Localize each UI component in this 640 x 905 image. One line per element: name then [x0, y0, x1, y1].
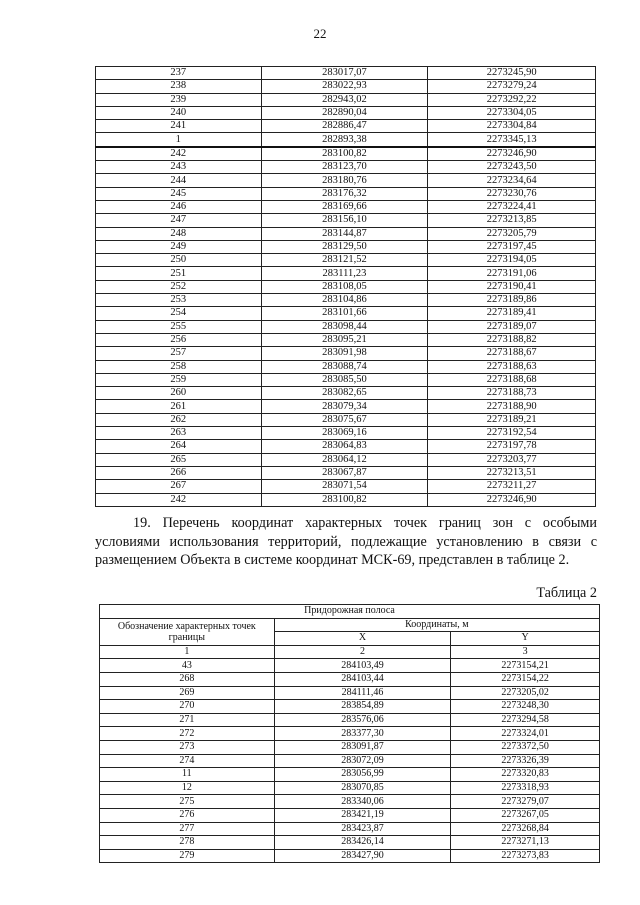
table-2-caption: Таблица 2	[536, 585, 597, 601]
y-coordinate-cell: 2273292,22	[428, 93, 596, 106]
table-row	[100, 808, 600, 822]
y-coordinate-cell: 2273189,41	[428, 307, 596, 320]
point-number-cell: 279	[100, 849, 275, 863]
x-coordinate-cell: 283169,66	[261, 200, 428, 213]
y-coordinate-cell: 2273192,54	[428, 427, 596, 440]
table-row	[100, 768, 600, 782]
table-row	[96, 147, 596, 161]
x-coordinate-cell: 283091,87	[274, 740, 451, 754]
table-row	[100, 700, 600, 714]
x-coordinate-cell: 283088,74	[261, 360, 428, 373]
x-coordinate-cell: 283075,67	[261, 413, 428, 426]
y-coordinate-cell: 2273189,21	[428, 413, 596, 426]
column-number: 2	[274, 645, 451, 659]
y-coordinate-cell: 2273188,90	[428, 400, 596, 413]
x-coordinate-cell: 284103,44	[274, 672, 451, 686]
point-number-cell: 269	[100, 686, 275, 700]
table-row	[96, 466, 596, 479]
y-coordinate-cell: 2273189,86	[428, 294, 596, 307]
y-coordinate-cell: 2273188,63	[428, 360, 596, 373]
column-number: 3	[451, 645, 600, 659]
table-row	[96, 200, 596, 213]
point-number-cell: 242	[96, 493, 262, 506]
point-number-cell: 243	[96, 161, 262, 174]
x-coordinate-cell: 283176,32	[261, 187, 428, 200]
x-coordinate-cell: 283108,05	[261, 280, 428, 293]
point-number-cell: 274	[100, 754, 275, 768]
x-coordinate-cell: 283071,54	[261, 480, 428, 493]
x-coordinate-cell: 282890,04	[261, 106, 428, 119]
y-coordinate-cell: 2273188,67	[428, 347, 596, 360]
y-coordinate-cell: 2273243,50	[428, 161, 596, 174]
coordinates-header: Координаты, м	[274, 618, 599, 632]
y-coordinate-cell: 2273245,90	[428, 67, 596, 80]
table-row	[100, 781, 600, 795]
roadside-strip-coordinates-table	[99, 604, 600, 863]
table-row	[100, 836, 600, 850]
y-coordinate-cell: 2273211,27	[428, 480, 596, 493]
table-row	[96, 120, 596, 133]
y-coordinate-cell: 2273188,82	[428, 333, 596, 346]
point-number-cell: 270	[100, 700, 275, 714]
table-row	[100, 795, 600, 809]
x-coordinate-cell: 282943,02	[261, 93, 428, 106]
y-coordinate-cell: 2273246,90	[428, 147, 596, 161]
section-number: 19.	[133, 515, 151, 531]
coordinates-table-continued	[95, 66, 596, 507]
table-row	[100, 727, 600, 741]
x-coordinate-cell: 283022,93	[261, 80, 428, 93]
point-number-cell: 253	[96, 294, 262, 307]
page-number: 22	[313, 26, 327, 41]
table-row	[96, 427, 596, 440]
x-coordinate-cell: 283064,12	[261, 453, 428, 466]
x-coordinate-cell: 283100,82	[261, 147, 428, 161]
x-coordinate-cell: 283082,65	[261, 387, 428, 400]
point-number-cell: 264	[96, 440, 262, 453]
point-number-cell: 262	[96, 413, 262, 426]
point-number-cell: 260	[96, 387, 262, 400]
table-row	[96, 254, 596, 267]
table-row	[96, 227, 596, 240]
point-number-cell: 11	[100, 768, 275, 782]
point-number-cell: 238	[96, 80, 262, 93]
x-coordinate-cell: 283377,30	[274, 727, 451, 741]
x-coordinate-cell: 283079,34	[261, 400, 428, 413]
point-designation-header: Обозначение характерных точек границы	[100, 618, 275, 645]
point-number-cell: 259	[96, 373, 262, 386]
y-coordinate-cell: 2273279,07	[451, 795, 600, 809]
y-coordinate-cell: 2273246,90	[428, 493, 596, 506]
x-coordinate-cell: 283091,98	[261, 347, 428, 360]
y-coordinate-cell: 2273188,68	[428, 373, 596, 386]
y-coordinate-cell: 2273304,05	[428, 106, 596, 119]
table-row	[96, 373, 596, 386]
y-coordinate-cell: 2273318,93	[451, 781, 600, 795]
table-row	[96, 333, 596, 346]
y-coordinate-cell: 2273267,05	[451, 808, 600, 822]
table-row	[96, 93, 596, 106]
point-number-cell: 12	[100, 781, 275, 795]
table-row	[96, 106, 596, 119]
table-row	[96, 133, 596, 147]
table-row	[96, 320, 596, 333]
point-number-cell: 272	[100, 727, 275, 741]
point-number-cell: 265	[96, 453, 262, 466]
x-coordinate-cell: 283095,21	[261, 333, 428, 346]
table-row	[96, 387, 596, 400]
x-coordinate-cell: 282886,47	[261, 120, 428, 133]
y-coordinate-cell: 2273345,13	[428, 133, 596, 147]
x-coordinate-cell: 283129,50	[261, 240, 428, 253]
point-number-cell: 258	[96, 360, 262, 373]
point-number-cell: 257	[96, 347, 262, 360]
section-text: Перечень координат характерных точек границ зон с особыми условиями использования территорий, подлежащие установлению в связи с размещением Объекта в системе координат МСК-69, представлен в таблице 2.	[95, 515, 598, 568]
y-coordinate-cell: 2273197,45	[428, 240, 596, 253]
point-number-cell: 252	[96, 280, 262, 293]
x-coordinate-cell: 283100,82	[261, 493, 428, 506]
table-row	[96, 413, 596, 426]
y-coordinate-cell: 2273320,83	[451, 768, 600, 782]
y-coordinate-cell: 2273154,21	[451, 659, 600, 673]
point-number-cell: 43	[100, 659, 275, 673]
table-row	[96, 360, 596, 373]
y-coordinate-cell: 2273294,58	[451, 713, 600, 727]
point-number-cell: 240	[96, 106, 262, 119]
table-row	[96, 214, 596, 227]
y-coordinate-cell: 2273203,77	[428, 453, 596, 466]
x-coordinate-cell: 283085,50	[261, 373, 428, 386]
y-coordinate-cell: 2273188,73	[428, 387, 596, 400]
table-row	[100, 849, 600, 863]
y-coordinate-cell: 2273372,50	[451, 740, 600, 754]
x-coordinate-cell: 283180,76	[261, 174, 428, 187]
point-number-cell: 263	[96, 427, 262, 440]
x-coordinate-cell: 283421,19	[274, 808, 451, 822]
x-coordinate-cell: 283064,83	[261, 440, 428, 453]
x-coordinate-cell: 283576,06	[274, 713, 451, 727]
x-coordinate-cell: 284111,46	[274, 686, 451, 700]
x-coordinate-cell: 283098,44	[261, 320, 428, 333]
x-coordinate-cell: 283123,70	[261, 161, 428, 174]
column-number: 1	[100, 645, 275, 659]
table-row	[96, 240, 596, 253]
roadside-strip-table-body	[100, 659, 600, 863]
y-coordinate-cell: 2273234,64	[428, 174, 596, 187]
coordinates-table-body	[96, 67, 596, 507]
x-coordinate-cell: 284103,49	[274, 659, 451, 673]
y-coordinate-cell: 2273324,01	[451, 727, 600, 741]
table-row	[96, 400, 596, 413]
table-row	[100, 672, 600, 686]
y-coordinate-cell: 2273304,84	[428, 120, 596, 133]
table-row	[100, 822, 600, 836]
table-row	[96, 174, 596, 187]
table-row	[96, 347, 596, 360]
table-row	[100, 713, 600, 727]
zone-title: Придорожная полоса	[100, 605, 600, 619]
y-coordinate-cell: 2273194,05	[428, 254, 596, 267]
point-number-cell: 254	[96, 307, 262, 320]
point-number-cell: 268	[100, 672, 275, 686]
x-coordinate-cell: 283426,14	[274, 836, 451, 850]
table-row	[96, 480, 596, 493]
point-number-cell: 278	[100, 836, 275, 850]
y-coordinate-cell: 2273189,07	[428, 320, 596, 333]
point-number-cell: 267	[96, 480, 262, 493]
point-number-cell: 273	[100, 740, 275, 754]
point-number-cell: 239	[96, 93, 262, 106]
point-number-cell: 244	[96, 174, 262, 187]
point-number-cell: 242	[96, 147, 262, 161]
table-row	[96, 453, 596, 466]
point-number-cell: 246	[96, 200, 262, 213]
point-number-cell: 251	[96, 267, 262, 280]
x-coordinate-cell: 283101,66	[261, 307, 428, 320]
point-number-cell: 256	[96, 333, 262, 346]
y-coordinate-cell: 2273230,76	[428, 187, 596, 200]
x-coordinate-cell: 283070,85	[274, 781, 451, 795]
x-coordinate-cell: 283427,90	[274, 849, 451, 863]
point-number-cell: 1	[96, 133, 262, 147]
x-coordinate-cell: 283056,99	[274, 768, 451, 782]
y-coordinate-cell: 2273273,83	[451, 849, 600, 863]
x-coordinate-cell: 283069,16	[261, 427, 428, 440]
point-number-cell: 249	[96, 240, 262, 253]
x-coordinate-cell: 283072,09	[274, 754, 451, 768]
x-coordinate-cell: 282893,38	[261, 133, 428, 147]
point-number-cell: 237	[96, 67, 262, 80]
x-coordinate-cell: 283067,87	[261, 466, 428, 479]
y-coordinate-cell: 2273190,41	[428, 280, 596, 293]
y-coordinate-cell: 2273197,78	[428, 440, 596, 453]
point-number-cell: 245	[96, 187, 262, 200]
point-number-cell: 248	[96, 227, 262, 240]
y-coordinate-cell: 2273213,85	[428, 214, 596, 227]
x-coordinate-cell: 283017,07	[261, 67, 428, 80]
table-row	[96, 493, 596, 506]
table-row	[100, 740, 600, 754]
table-row	[96, 440, 596, 453]
table-row	[96, 161, 596, 174]
point-number-cell: 271	[100, 713, 275, 727]
table-row	[100, 686, 600, 700]
y-coordinate-cell: 2273205,02	[451, 686, 600, 700]
point-number-cell: 250	[96, 254, 262, 267]
y-coordinate-cell: 2273154,22	[451, 672, 600, 686]
y-coordinate-cell: 2273205,79	[428, 227, 596, 240]
table-row	[96, 80, 596, 93]
x-coordinate-cell: 283340,06	[274, 795, 451, 809]
y-coordinate-cell: 2273271,13	[451, 836, 600, 850]
x-coordinate-cell: 283156,10	[261, 214, 428, 227]
table-row	[96, 67, 596, 80]
table-row	[96, 280, 596, 293]
y-coordinate-cell: 2273213,51	[428, 466, 596, 479]
x-coordinate-cell: 283423,87	[274, 822, 451, 836]
point-number-cell: 255	[96, 320, 262, 333]
y-coordinate-cell: 2273326,39	[451, 754, 600, 768]
y-header: Y	[451, 632, 600, 646]
y-coordinate-cell: 2273248,30	[451, 700, 600, 714]
point-number-cell: 276	[100, 808, 275, 822]
table-row	[100, 754, 600, 768]
table-row	[96, 294, 596, 307]
x-coordinate-cell: 283854,89	[274, 700, 451, 714]
x-header: X	[274, 632, 451, 646]
point-number-cell: 275	[100, 795, 275, 809]
point-number-cell: 241	[96, 120, 262, 133]
point-number-cell: 247	[96, 214, 262, 227]
x-coordinate-cell: 283121,52	[261, 254, 428, 267]
y-coordinate-cell: 2273224,41	[428, 200, 596, 213]
y-coordinate-cell: 2273191,06	[428, 267, 596, 280]
x-coordinate-cell: 283104,86	[261, 294, 428, 307]
x-coordinate-cell: 283111,23	[261, 267, 428, 280]
point-number-cell: 266	[96, 466, 262, 479]
table-row	[100, 659, 600, 673]
point-number-cell: 277	[100, 822, 275, 836]
table-row	[96, 307, 596, 320]
y-coordinate-cell: 2273268,84	[451, 822, 600, 836]
point-number-cell: 261	[96, 400, 262, 413]
section-19-paragraph	[95, 514, 597, 570]
x-coordinate-cell: 283144,87	[261, 227, 428, 240]
table-row	[96, 187, 596, 200]
table-row	[96, 267, 596, 280]
y-coordinate-cell: 2273279,24	[428, 80, 596, 93]
